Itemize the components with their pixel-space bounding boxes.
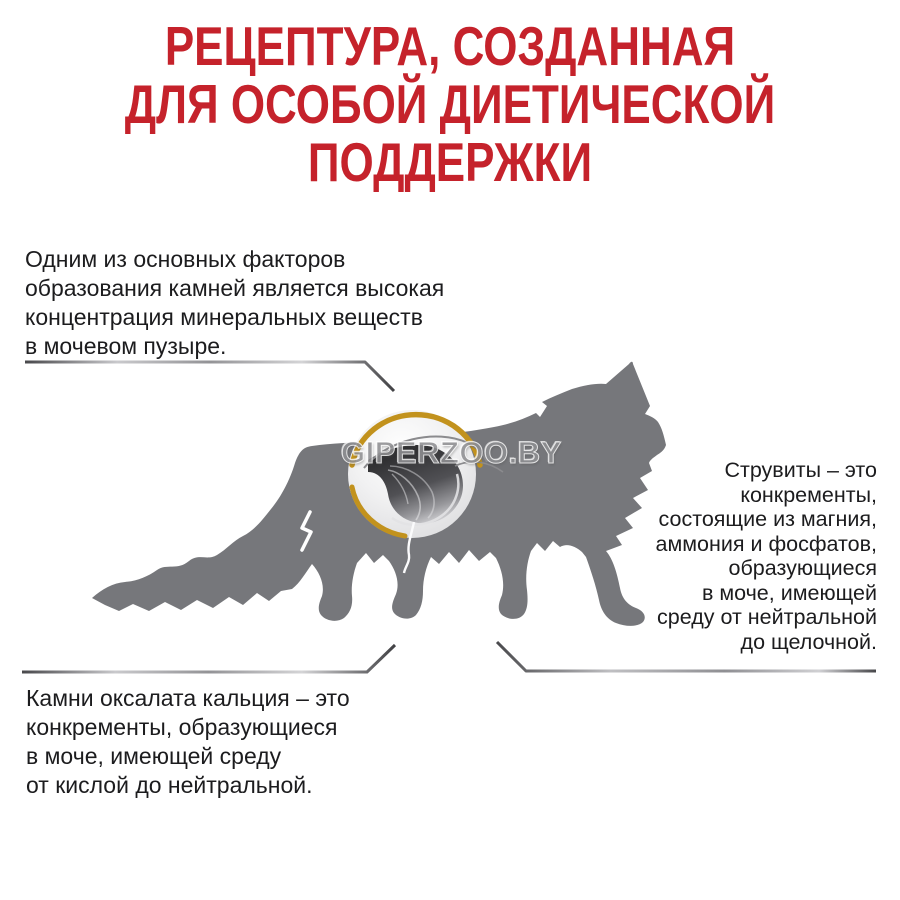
fact-line: Струвиты – это [724, 458, 877, 482]
callout-line-oxalate [22, 645, 395, 672]
page-title-line: ДЛЯ ОСОБОЙ ДИЕТИЧЕСКОЙ [124, 73, 776, 135]
fact-struvite [656, 458, 878, 654]
page-title [90, 17, 810, 191]
fact-line: Камни оксалата кальция – это [26, 685, 350, 711]
fact-line: Одним из основных факторов [25, 246, 346, 272]
fact-line: среду от нейтральной [657, 605, 877, 629]
callout-line-mineral [25, 362, 394, 391]
fact-line: образования камней является высокая [25, 275, 445, 301]
fact-line: от кислой до нейтральной. [26, 772, 313, 798]
fact-line: в моче, имеющей среду [26, 743, 282, 769]
page-title-line: РЕЦЕПТУРА, СОЗДАННАЯ [164, 15, 736, 77]
fact-line: состоящие из магния, [658, 507, 877, 531]
fact-line: конкременты, [740, 482, 877, 507]
fact-oxalate [26, 684, 350, 800]
fact-line: в моче, имеющей [701, 580, 877, 605]
fact-line: в мочевом пузыре. [25, 333, 227, 359]
fact-line: концентрация минеральных веществ [25, 304, 423, 330]
fact-line: образующиеся [728, 556, 877, 580]
fact-mineral-concentration [25, 245, 444, 361]
fact-line: до щелочной. [740, 629, 877, 654]
fact-line: аммония и фосфатов, [655, 531, 877, 556]
fact-line: конкременты, образующиеся [26, 714, 338, 740]
watermark: GIPERZOO.BY [341, 435, 562, 470]
page-title-line: ПОДДЕРЖКИ [307, 131, 593, 193]
